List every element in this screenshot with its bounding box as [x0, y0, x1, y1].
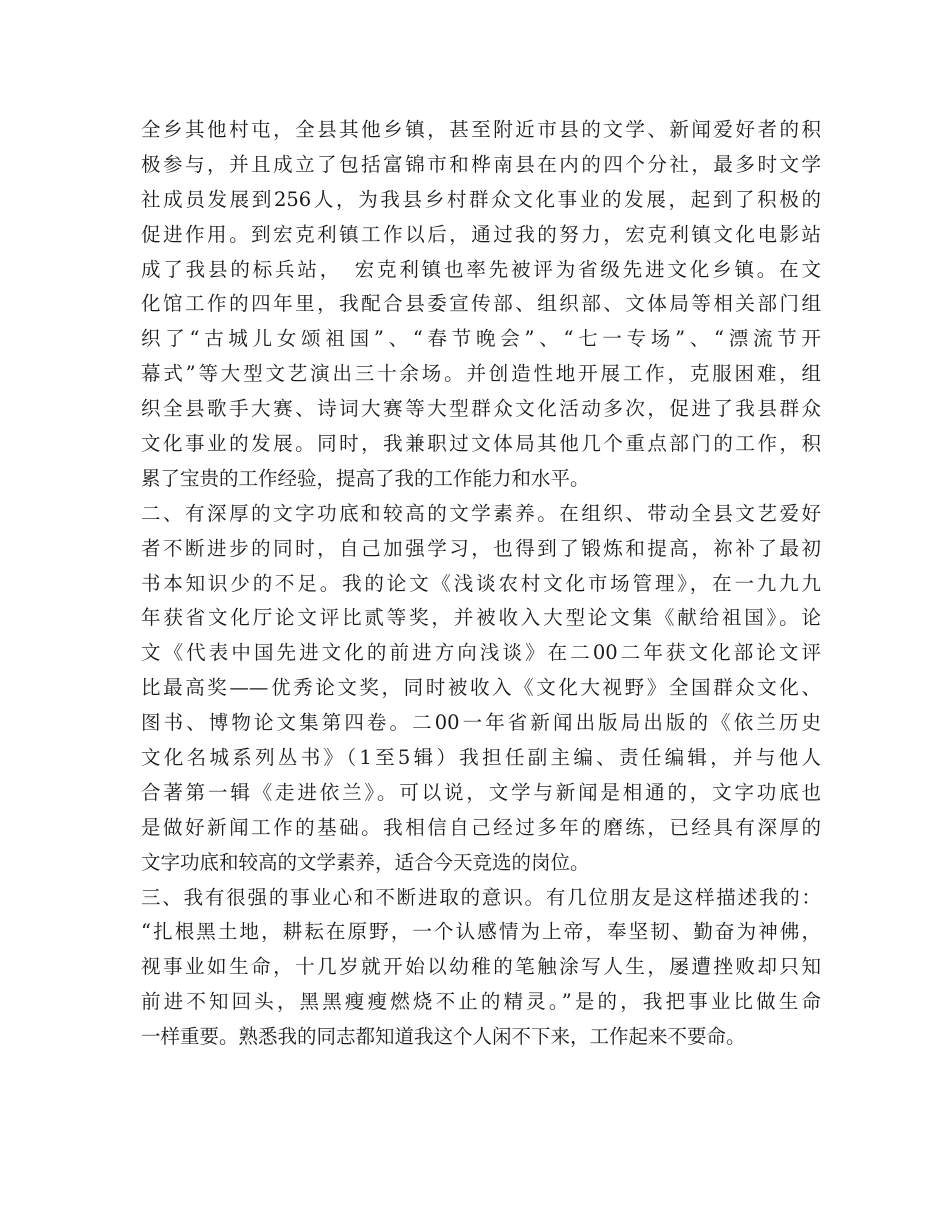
text-line-2: 极参与，并且成立了包括富锦市和桦南县在内的四个分社，最多时文学 [141, 152, 821, 176]
text-line-5: 成了我县的标兵站， 宏克利镇也率先被评为省级先进文化乡镇。在文 [141, 257, 821, 281]
text-line-1: 全乡其他村屯，全县其他乡镇，甚至附近市县的文学、新闻爱好者的积 [141, 118, 821, 141]
text-line-3: 社成员发展到256人，为我县乡村群众文化事业的发展，起到了积极的 [141, 187, 821, 211]
text-line-20: 合著第一辑《走进依兰》。可以说，文学与新闻是相通的，文字功底也 [141, 780, 821, 804]
text-line-4: 促进作用。到宏克利镇工作以后，通过我的努力，宏克利镇文化电影站 [141, 222, 821, 246]
text-line-13: 者不断进步的同时，自己加强学习，也得到了锻炼和提高，祢补了最初 [141, 536, 821, 560]
text-line-8: 幕式”等大型文艺演出三十余场。并创造性地开展工作，克服困难，组 [141, 362, 821, 386]
text-line-12: 二、有深厚的文字功底和较高的文学素养。在组织、带动全县文艺爱好 [141, 501, 821, 525]
text-line-22: 文字功底和较高的文学素养，适合今天竞选的岗位。 [141, 850, 590, 874]
text-line-21: 是做好新闻工作的基础。我相信自己经过多年的磨练，已经具有深厚的 [141, 815, 821, 839]
text-line-15: 年获省文化厅论文评比贰等奖，并被收入大型论文集《献给祖国》。论 [141, 606, 821, 630]
text-line-10: 文化事业的发展。同时，我兼职过文体局其他几个重点部门的工作，积 [141, 432, 821, 456]
text-line-27: 一样重要。熟悉我的同志都知道我这个人闲不下来，工作起来不要命。 [141, 1025, 746, 1049]
text-line-6: 化馆工作的四年里，我配合县委宣传部、组织部、文体局等相关部门组 [141, 292, 821, 316]
text-line-11: 累了宝贵的工作经验，提高了我的工作能力和水平。 [141, 466, 590, 490]
text-line-24: “扎根黑土地，耕耘在原野，一个认感情为上帝，奉坚韧、勤奋为神佛， [141, 920, 821, 944]
text-line-7: 织了“古城儿女颂祖国”、“春节晚会”、“七一专场”、“漂流节开 [141, 327, 821, 351]
text-line-23: 三、我有很强的事业心和不断进取的意识。有几位朋友是这样描述我的： [141, 885, 821, 909]
document-body [141, 113, 821, 1055]
text-line-14: 书本知识少的不足。我的论文《浅谈农村文化市场管理》，在一九九九 [141, 571, 821, 595]
text-line-16: 文《代表中国先进文化的前进方向浅谈》在二00二年获文化部论文评 [141, 641, 821, 665]
text-line-18: 图书、博物论文集第四卷。二00一年省新闻出版局出版的《依兰历史 [141, 711, 821, 735]
text-line-9: 织全县歌手大赛、诗词大赛等大型群众文化活动多次，促进了我县群众 [141, 397, 821, 421]
text-line-17: 比最高奖——优秀论文奖，同时被收入《文化大视野》全国群众文化、 [141, 676, 821, 700]
text-line-19: 文化名城系列丛书》（1至5辑）我担任副主编、责任编辑，并与他人 [141, 746, 821, 770]
text-line-25: 视事业如生命，十几岁就开始以幼稚的笔触涂写人生，屡遭挫败却只知 [141, 955, 821, 979]
text-line-26: 前进不知回头，黑黑瘦瘦燃烧不止的精灵。”是的，我把事业比做生命 [141, 990, 821, 1014]
